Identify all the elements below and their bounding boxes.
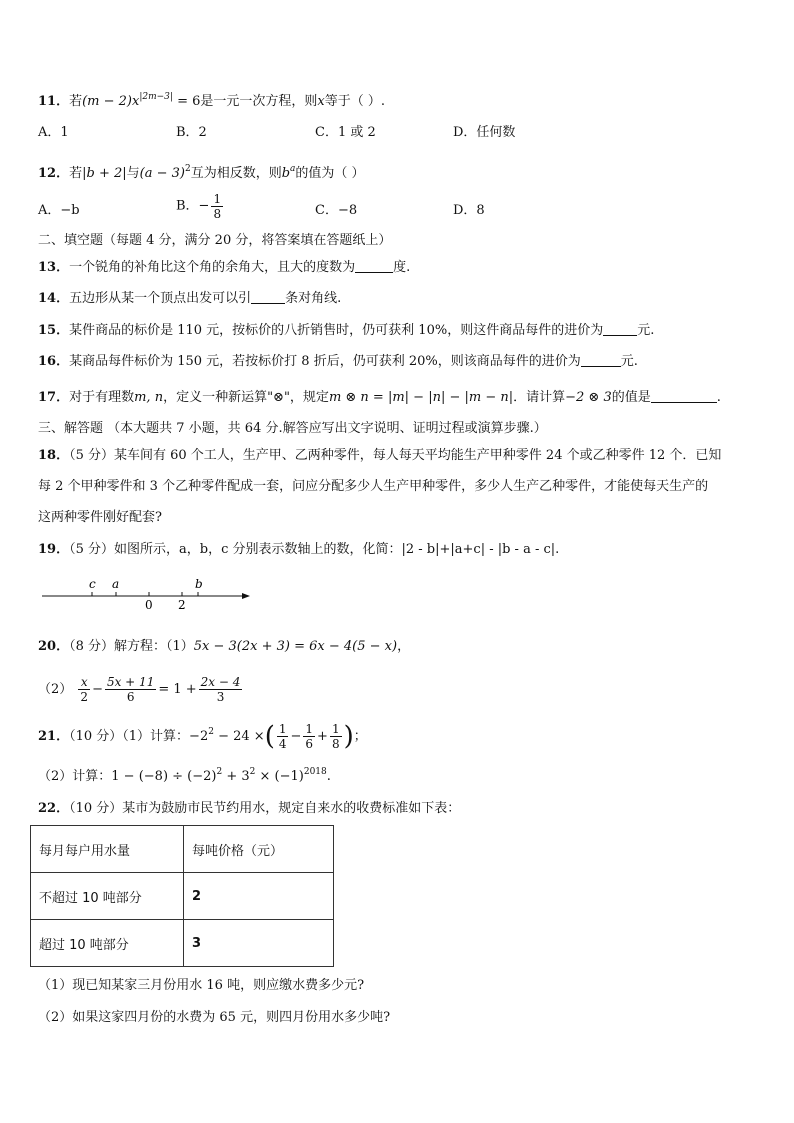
fraction: $\frac{5x + 11}{6}$ (106, 675, 155, 704)
math-expression: $(m - 2)x^{|2m-3|} = 6$ (82, 92, 201, 109)
answer-blank[interactable] (251, 291, 285, 304)
question-14 (38, 290, 341, 308)
answer-blank[interactable] (581, 354, 621, 367)
text: 的值是 (611, 390, 651, 405)
answer-blank[interactable] (603, 323, 637, 336)
label-a: a (112, 577, 120, 591)
label-c: c (89, 577, 96, 591)
question-number: 12． (38, 166, 70, 181)
answer-blank[interactable] (651, 390, 717, 403)
question-19 (38, 541, 559, 559)
question-number: 16． (38, 354, 70, 369)
text: 某商品每件标价为 150 元，若按标价打 8 折后，仍可获利 20%，则该商品每件的进价为 (69, 354, 581, 369)
question-number: 19． (38, 542, 70, 557)
question-number: 15． (38, 323, 70, 338)
text: 元. (620, 354, 638, 369)
text: 是一元一次方程，则 (200, 94, 318, 109)
question-18-line2: 每 2 个甲种零件和 3 个乙种零件配成一套，问应分配多少人生产甲种零件，多少人生产乙种零件，才能使每天生产的 (38, 479, 709, 494)
math-expression: 5x − 3(2x + 3) = 6x − 4(5 − x) (193, 639, 398, 654)
text: 度. (393, 260, 411, 275)
text: （2） (38, 682, 73, 697)
fraction: $\frac{x}{2}$ (80, 675, 89, 704)
text: 五边形从某一个顶点出发可以引 (69, 291, 252, 306)
label-zero: 0 (145, 598, 153, 612)
question-22-sub1: （1）现已知某家三月份用水 16 吨，则应缴水费多少元? (38, 978, 365, 993)
math-expression: $(a - 3)^2$ (139, 164, 191, 181)
label-b: b (195, 577, 203, 591)
math-var: x (317, 94, 325, 109)
question-number: 22． (38, 801, 70, 816)
math-expression: |b + 2| (82, 166, 127, 181)
question-number: 17． (38, 390, 70, 405)
question-number: 13． (38, 260, 70, 275)
math-var: m, n (134, 390, 164, 405)
table-row (31, 873, 334, 920)
question-20-part2: （2） $\frac{x}{2}$ − $\frac{5x + 11}{6}$ = 1 + $\frac{2x - 4}{3}$ (38, 675, 241, 704)
question-21-part2 (38, 763, 331, 786)
text: 条对角线. (285, 291, 342, 306)
question-16 (38, 353, 638, 371)
text: ．请计算 (513, 390, 566, 405)
question-11 (38, 88, 385, 111)
question-number: 20． (38, 639, 70, 654)
number-line-figure (38, 576, 258, 612)
math-expression: $-2^2 - 24$ ×( $\frac{1}{4}$ − $\frac{1}{6}$ + $\frac{1}{8}$ ) (189, 721, 354, 752)
text: （10 分）某市为鼓励市民节约用水，规定自来水的收费标准如下表： (69, 801, 461, 816)
text: （2）计算： (38, 769, 112, 784)
question-12 (38, 160, 365, 183)
question-17 (38, 389, 721, 407)
text: ； (353, 729, 367, 744)
section-heading: 三、解答题 （本大题共 7 小题，共 64 分.解答应写出文字说明、证明过程或演算步骤.） (38, 421, 547, 436)
question-number: 21． (38, 729, 70, 744)
text: 互为相反数，则 (190, 166, 282, 181)
text: ， (397, 639, 411, 654)
option-c: C．−8 (315, 203, 358, 218)
question-20 (38, 638, 410, 656)
section-heading: 二、填空题（每题 4 分，满分 20 分，将答案填在答题纸上） (38, 233, 392, 248)
option-c: C．1 或 2 (315, 125, 376, 140)
option-a: A．1 (38, 125, 69, 140)
water-price-table (30, 825, 334, 967)
question-18 (38, 447, 721, 465)
text: 元. (637, 323, 655, 338)
table-row (31, 920, 334, 967)
label-two: 2 (178, 598, 186, 612)
text: （10 分）（1）计算： (69, 729, 190, 744)
table-header-cell: 每月每户用水量 (31, 826, 184, 873)
question-22 (38, 800, 460, 818)
table-cell: 2 (184, 873, 334, 920)
table-header-cell: 每吨价格（元） (184, 826, 334, 873)
option-a: A．−b (38, 203, 80, 218)
text: 的值为（ ） (295, 166, 365, 181)
text: 与 (126, 166, 140, 181)
table-header-row (31, 826, 334, 873)
question-number: 18． (38, 448, 70, 463)
answer-blank[interactable] (355, 260, 393, 273)
question-22-sub2: （2）如果这家四月份的水费为 65 元，则四月份用水多少吨? (38, 1010, 391, 1025)
question-18-line3: 这两种零件刚好配套? (38, 510, 162, 525)
table-cell: 超过 10 吨部分 (31, 920, 184, 967)
math-expression: m ⊗ n = |m| − |n| − |m − n| (328, 390, 514, 405)
question-number: 11． (38, 94, 70, 109)
math-expression: $1 - (-8) \div (-2)^2 + 3^2 \times (-1)^{2018}$. (111, 767, 331, 784)
text: （5 分）如图所示，a，b，c 分别表示数轴上的数，化简：|2 - b|+|a+c| - |b - a - c|. (69, 542, 560, 557)
text: （8 分）解方程：（1） (69, 639, 194, 654)
question-21 (38, 712, 367, 757)
option-d: D．任何数 (453, 125, 516, 140)
text: 某件商品的标价是 110 元，按标价的八折销售时，仍可获利 10%，则这件商品每件的进价为 (69, 323, 604, 338)
question-13 (38, 259, 410, 277)
math-expression: $b^a$ (281, 164, 296, 181)
text: 若 (69, 94, 83, 109)
math-expression: −2 ⊗ 3 (565, 390, 612, 405)
axis-arrow (242, 593, 250, 599)
question-15 (38, 322, 654, 340)
text: ，定义一种新运算"⊗"，规定 (163, 390, 329, 405)
text: . (716, 390, 721, 405)
option-d: D．8 (453, 203, 485, 218)
table-cell: 不超过 10 吨部分 (31, 873, 184, 920)
text: 等于（ ）. (324, 94, 385, 109)
text: 一个锐角的补角比这个角的余角大，且大的度数为 (69, 260, 356, 275)
text: 若 (69, 166, 83, 181)
option-b: B．2 (176, 125, 207, 140)
option-b: B．− $\frac{1}{8}$ (176, 192, 222, 221)
fraction: $\frac{2x - 4}{3}$ (200, 675, 241, 704)
text: （5 分）某车间有 60 个工人，生产甲、乙两种零件，每人每天平均能生产甲种零件 24 个或乙种零件 12 个．已知 (69, 448, 722, 463)
text: 对于有理数 (69, 390, 135, 405)
table-cell: 3 (184, 920, 334, 967)
question-number: 14． (38, 291, 70, 306)
